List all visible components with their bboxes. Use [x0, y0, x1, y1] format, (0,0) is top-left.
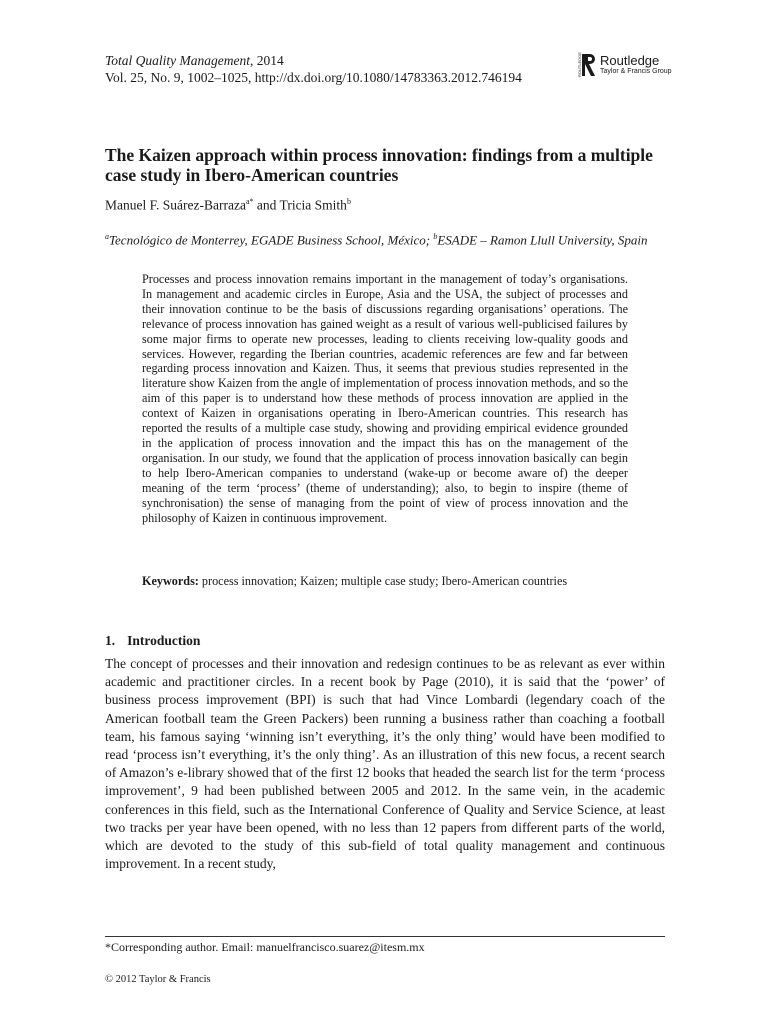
footnote: *Corresponding author. Email: manuelfrancisco.suarez@itesm.mx: [105, 940, 425, 954]
journal-year: , 2014: [250, 53, 284, 68]
publisher-subtitle: Taylor & Francis Group: [600, 68, 672, 75]
journal-name: Total Quality Management: [105, 53, 250, 68]
keywords-line: [142, 574, 642, 589]
footnote-divider: [105, 936, 665, 937]
keywords-list: process innovation; Kaizen; multiple case study; Ibero-American countries: [198, 574, 568, 588]
section-title: Introduction: [127, 633, 201, 648]
author-name: Manuel F. Suárez-Barraza: [105, 197, 246, 213]
introduction-paragraph: The concept of processes and their innovation and redesign continues to be as relevant as ever within academic and practitioner circles. In a recent book by Page (2010), it is said that the ‘power’ of business process improvement (BPI) is such that had Vince Lombardi (legendary coach of the American football team the Green Packers) been running a business rather than coaching a football team, his famous saying ‘winning isn’t everything, it’s the only thing’ would have been modified to read ‘process isn’t everything, it’s the only thing’. As an illustration of this new focus, a recent search of Amazon’s e-library showed that of the first 12 books that headed the search list for the term ‘process improvement’, 9 had been published between 2005 and 2012. In the same vein, in the academic conferences in this field, such as the International Conference of Quality and Service Science, at least two tracks per year have been opened, with no less than 12 papers from different parts of the world, which are devoted to the study of this sub-field of total quality management and continuous improvement. In a recent study,: [105, 656, 665, 872]
journal-header: [105, 52, 522, 86]
publisher-name: Routledge: [600, 53, 660, 68]
section-number: 1.: [105, 633, 116, 648]
affiliation-text: ESADE – Ramon Llull University, Spain: [437, 232, 648, 248]
section-heading: [105, 632, 200, 649]
publisher-logo: [576, 52, 672, 78]
affiliation-text: Tecnológico de Monterrey, EGADE Business School, México;: [109, 232, 434, 248]
publisher-side-text: ROUTLEDGE: [577, 52, 582, 77]
article-title: The Kaizen approach within process innovation: findings from a multiple case study in Ibero-American countries: [105, 145, 653, 185]
affiliation-mark: b: [433, 232, 438, 241]
abstract-text: Processes and process innovation remains important in the management of today’s organisations. In management and academic circles in Europe, Asia and the USA, the subject of processes and their innovation continue to be the basis of discussions regarding organisations’ operations. The relevance of process innovation has gained weight as a result of various well-publicised failures by some major firms to operate new processes, leading to clients receiving low-quality goods and services. However, regarding the Iberian countries, academic references are few and far between regarding process innovation and Kaizen. Thus, it seems that previous studies represented in the literature show Kaizen from the angle of implementation of process innovation methods, and so the aim of this paper is to understand how these methods of process innovation are applied in the context of Kaizen in organisations operating in Ibero-American countries. This research has reported the results of a multiple case study, showing and providing empirical evidence grounded in the application of process innovation and the impact this has on the management of the organisation. In our study, we found that the application of process innovation basically can begin to help Ibero-American companies to understand (wake-up or become aware of) the deeper meaning of the term ‘process’ (theme of understanding); also, to begin to inspire (theme of synchronisation) the sense of managing from the point of view of process innovation and the philosophy of Kaizen in continuous improvement.: [142, 272, 628, 525]
affiliation-mark: a: [105, 232, 109, 241]
author-name: Tricia Smith: [279, 197, 347, 213]
routledge-logo-icon: [576, 52, 596, 78]
author-affiliation-mark: b: [346, 197, 351, 206]
author-affiliation-mark: a*: [245, 197, 254, 206]
author-conjunction: and: [253, 197, 280, 213]
copyright-notice: © 2012 Taylor & Francis: [105, 974, 211, 985]
affiliations: [105, 228, 665, 248]
authors-line: [105, 193, 351, 214]
keywords-label: Keywords:: [142, 574, 199, 588]
journal-citation: Vol. 25, No. 9, 1002–1025, http://dx.doi.org/10.1080/14783363.2012.746194: [105, 70, 522, 85]
